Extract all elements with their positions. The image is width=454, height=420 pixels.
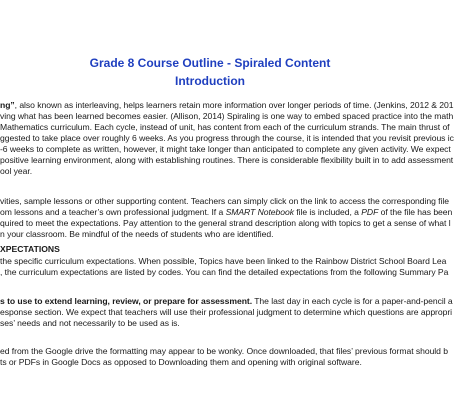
intro-bold-term: ng”	[0, 100, 15, 110]
intro-paragraph-line: Mathematics curriculum. Each cycle, instead of unit, has content from each of the curriculum strands. The main thrust of	[0, 122, 450, 132]
page-subtitle: Introduction	[175, 74, 245, 88]
resources-paragraph-line: n your classroom. Be mindful of the needs of students who are identified.	[0, 229, 274, 239]
resources-text: of the file has been	[378, 207, 453, 217]
assessment-text: The last day in each cycle is for a paper-and-pencil a	[252, 296, 453, 306]
expectations-paragraph-line: , the curriculum expectations are listed by codes. You can find the detailed expectations from the following Summary Pa	[0, 267, 449, 277]
downloads-paragraph-line: ed from the Google drive the formatting may appear to be wonky. Once downloaded, that files’ previous format should b	[0, 346, 448, 356]
resources-text: file is included, a	[293, 207, 362, 217]
smart-notebook-term: SMART Notebook	[225, 207, 294, 217]
intro-paragraph-line: ool year.	[0, 166, 33, 176]
assessment-paragraph-line: esponse section. We expect that teachers will use their professional judgment to determine which questions are appropri	[0, 307, 453, 317]
expectations-paragraph-line: the specific curriculum expectations. When possible, Topics have been linked to the Rainbow District School Board Lea	[0, 256, 447, 266]
intro-paragraph-line: ving what has been learned becomes easier. (Allison, 2014) Spiraling is one way to embed spaced practice into the math	[0, 111, 454, 121]
expectations-heading: XPECTATIONS	[0, 244, 60, 254]
resources-paragraph-line	[0, 207, 452, 217]
downloads-paragraph-line: ts or PDFs in Google Docs as opposed to Downloading them and opening with original software.	[0, 357, 362, 367]
resources-paragraph-line: quired to meet the expectations. Pay attention to the general strand description along with topics to get a sense of what l	[0, 218, 451, 228]
page-title: Grade 8 Course Outline - Spiraled Content	[89, 56, 331, 70]
assessment-paragraph-line	[0, 296, 453, 306]
assessment-paragraph-line: ses’ needs and not necessarily to be used as is.	[0, 318, 180, 328]
intro-paragraph-line: positive learning environment, along with establishing routines. There is considerable flexibility built in to add assessment	[0, 155, 454, 165]
intro-paragraph-line: -6 weeks to complete as written, however, it might take longer than anticipated to complete any given activity. We expect	[0, 144, 451, 154]
resources-paragraph-line: vities, sample lessons or other supporting content. Teachers can simply click on the link to access the corresponding file	[0, 196, 449, 206]
intro-paragraph-line: ggested to take place over roughly 6 weeks. As you progress through the course, it is intended that you revisit previous ic	[0, 133, 454, 143]
pdf-term: PDF	[361, 207, 379, 217]
intro-paragraph-line	[0, 100, 453, 110]
resources-text: om lessons and a teacher’s own professional judgment. If a	[0, 207, 226, 217]
assessment-bold-text: s to use to extend learning, review, or prepare for assessment.	[0, 296, 253, 306]
intro-text: , also known as interleaving, helps learners retain more information over longer periods of time. (Jenkins, 2012 & 201	[14, 100, 454, 110]
